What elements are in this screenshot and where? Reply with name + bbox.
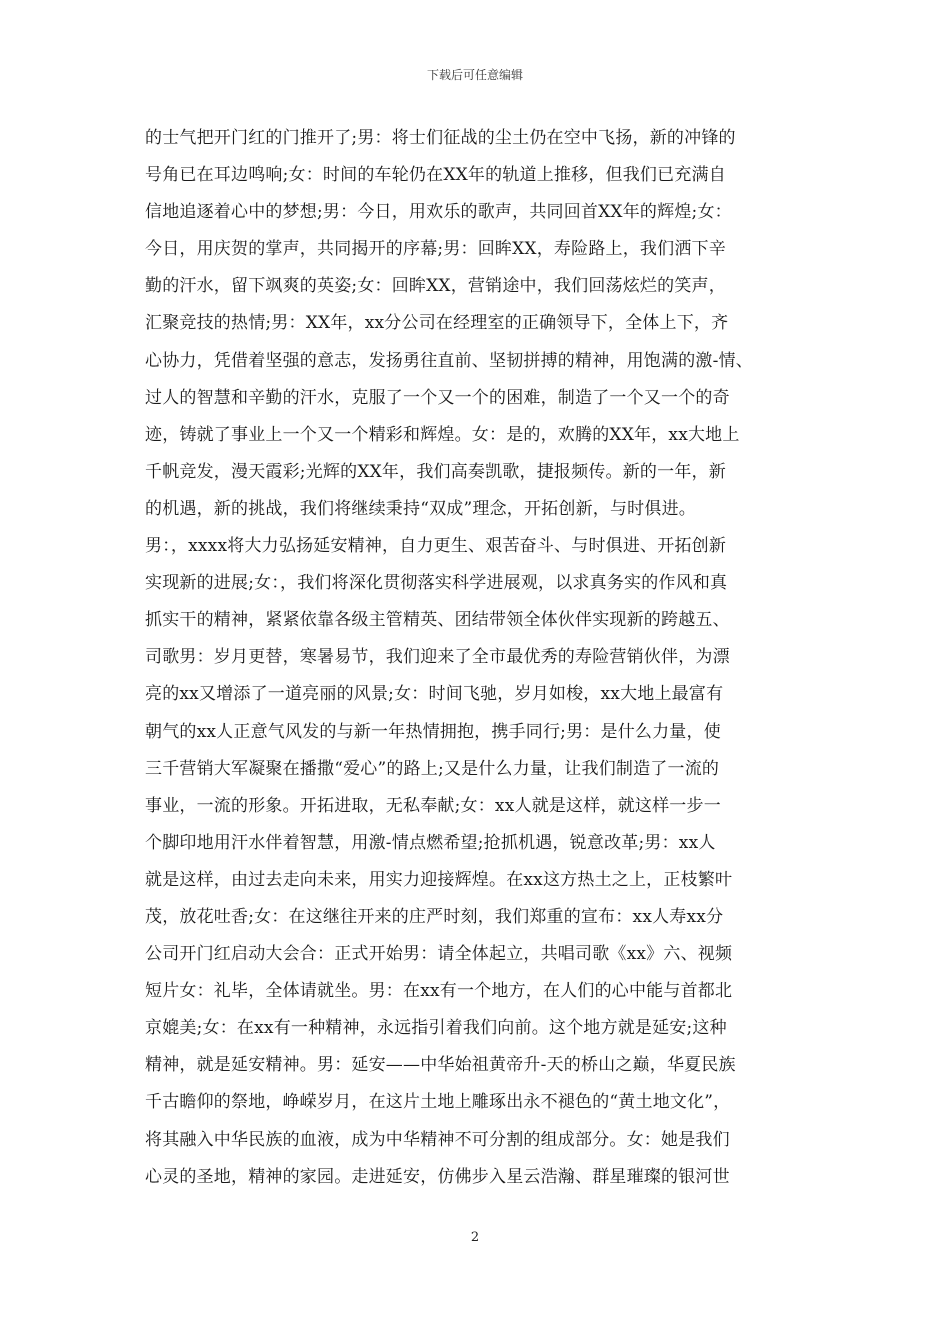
text-line: 男：，xxxx将大力弘扬延安精神，自力更生、艰苦奋斗、与时俱进、开拓创新 bbox=[145, 536, 727, 557]
text-line: 的机遇，新的挑战，我们将继续秉持“双成”理念，开拓创新，与时俱进。 bbox=[145, 498, 696, 519]
text-line: 心灵的圣地，精神的家园。走进延安，仿佛步入星云浩瀚、群星璀璨的银河世 bbox=[145, 1166, 730, 1187]
text-line: 公司开门红启动大会合：正式开始男：请全体起立，共唱司歌《xx》六、视频 bbox=[145, 944, 733, 965]
text-line: 的士气把开门红的门推开了;男：将士们征战的尘土仍在空中飞扬，新的冲锋的 bbox=[145, 128, 736, 148]
document-body bbox=[145, 120, 810, 1196]
page-header: 下载后可任意编辑 bbox=[426, 68, 523, 82]
page-number: 2 bbox=[470, 1230, 480, 1245]
text-line: 事业，一流的形象。开拓进取，无私奉献;女：xx人就是这样，就这样一步一 bbox=[145, 795, 721, 816]
text-line: 抓实干的精神，紧紧依靠各级主管精英、团结带领全体伙伴实现新的跨越五、 bbox=[145, 610, 730, 631]
text-line: 实现新的进展;女：，我们将深化贯彻落实科学进展观，以求真务实的作风和真 bbox=[145, 573, 728, 594]
text-line: 京媲美;女：在xx有一种精神，永远指引着我们向前。这个地方就是延安;这种 bbox=[145, 1018, 727, 1039]
text-line: 短片女：礼毕，全体请就坐。男：在xx有一个地方，在人们的心中能与首都北 bbox=[145, 981, 733, 1002]
text-line: 个脚印地用汗水伴着智慧，用激-情点燃希望;抢抓机遇，锐意改革;男：xx人 bbox=[145, 832, 716, 853]
text-line: 朝气的xx人正意气风发的与新一年热情拥抱，携手同行;男：是什么力量，使 bbox=[145, 721, 721, 742]
text-line: 号角已在耳边鸣响;女：时间的车轮仍在XX年的轨道上推移，但我们已充满自 bbox=[145, 165, 726, 186]
text-line: 今日，用庆贺的掌声，共同揭开的序幕;男：回眸XX，寿险路上，我们洒下辛 bbox=[145, 239, 726, 260]
text-line: 茂，放花吐香;女：在这继往开来的庄严时刻，我们郑重的宣布：xx人寿xx分 bbox=[145, 906, 724, 927]
text-line: 将其融入中华民族的血液，成为中华精神不可分割的组成部分。女：她是我们 bbox=[145, 1129, 730, 1150]
text-line: 过人的智慧和辛勤的汗水，克服了一个又一个的困难，制造了一个又一个的奇 bbox=[145, 387, 730, 408]
text-line: 亮的xx又增添了一道亮丽的风景;女：时间飞驰，岁月如梭，xx大地上最富有 bbox=[145, 684, 724, 705]
text-line: 汇聚竞技的热情;男：XX年，xx分公司在经理室的正确领导下，全体上下，齐 bbox=[145, 313, 729, 334]
text-line: 精神，就是延安精神。男：延安——中华始祖黄帝升-天的桥山之巅，华夏民族 bbox=[145, 1055, 736, 1076]
text-line: 就是这样，由过去走向未来，用实力迎接辉煌。在xx这方热土之上，正枝繁叶 bbox=[145, 869, 733, 890]
text-line: 心协力，凭借着坚强的意志，发扬勇往直前、坚韧拼搏的精神，用饱满的激-情、 bbox=[145, 350, 753, 371]
text-line: 信地追逐着心中的梦想;男：今日，用欢乐的歌声，共同回首XX年的辉煌;女： bbox=[145, 202, 732, 223]
text-line: 司歌男：岁月更替，寒暑易节，我们迎来了全市最优秀的寿险营销伙伴，为漂 bbox=[145, 647, 730, 668]
text-line: 千古瞻仰的祭地，峥嵘岁月，在这片土地上雕琢出永不褪色的“黄土地文化”， bbox=[145, 1092, 731, 1113]
text-line: 迹，铸就了事业上一个又一个精彩和辉煌。女：是的，欢腾的XX年，xx大地上 bbox=[145, 424, 740, 445]
text-line: 千帆竞发，漫天霞彩;光辉的XX年，我们高奏凯歌，捷报频传。新的一年，新 bbox=[145, 461, 726, 482]
text-line: 三千营销大军凝聚在播撒“爱心”的路上;又是什么力量，让我们制造了一流的 bbox=[145, 758, 720, 779]
text-line: 勤的汗水，留下飒爽的英姿;女：回眸XX，营销途中，我们回荡炫烂的笑声， bbox=[145, 276, 726, 297]
